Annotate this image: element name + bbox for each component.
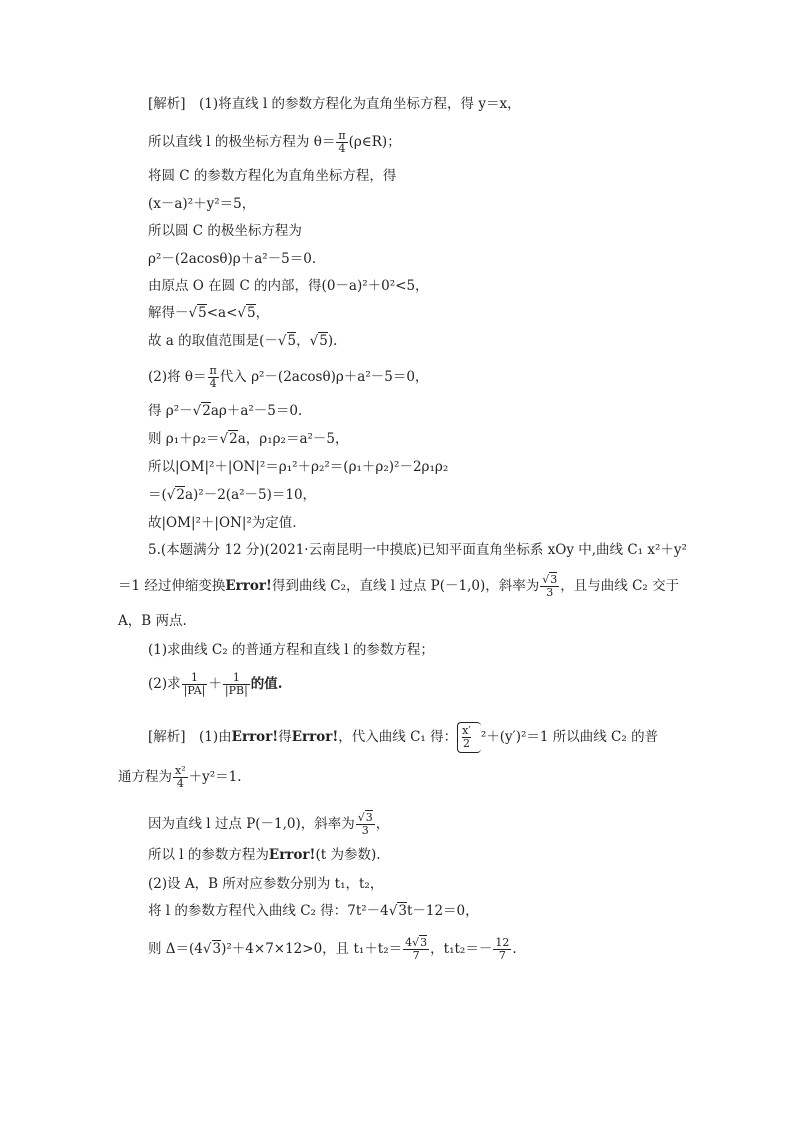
analysis-line-6: ρ²－(2acosθ)ρ＋a²－5＝0. [148,251,317,267]
error-field: Error! [225,578,272,594]
fraction: $\frac{√3}{3}$ [357,811,373,837]
analysis-line-13: 所以|OM|²＋|ON|²＝ρ₁²＋ρ₂²＝(ρ₁＋ρ₂)²－2ρ₁ρ₂ [148,459,449,475]
fraction: $\frac{4√3}{7}$ [405,936,428,962]
solution-line-6: 将 l 的参数方程代入曲线 C₂ 得：7t²－4√3t－12＝0， [148,903,479,919]
analysis-line-11: 得 ρ²－√2aρ＋a²－5＝0. [148,403,303,419]
solution-line-3: 因为直线 l 过点 P(－1,0)，斜率为 $\frac{√3}{3}$ ， [148,811,390,837]
analysis-line-5: 所以圆 C 的极坐标方程为 [148,223,302,239]
solution-line-4: 所以 l 的参数方程为Error!(t 为参数). [148,847,381,863]
solution-line-7: 则 Δ＝(4√3)²＋4×7×12>0，且 t₁＋t₂＝ $\frac{4√3}{7}$ ，t₁t₂＝－ $\frac{12}{7}$ . [148,936,517,962]
solution-line-1: [解析] (1)由Error!得Error!，代入曲线 C₁ 得： $\frac{x'}{2}$ ²＋(y′)²＝1 所以曲线 C₂ 的普 [148,722,658,753]
fraction: $\frac{\pi}{4}$ [209,364,217,390]
fraction: $\frac{\pi}{4}$ [338,129,346,155]
problem-5-question-1: (1)求曲线 C₂ 的普通方程和直线 l 的参数方程； [148,642,434,658]
analysis-line-3: 将圆 C 的参数方程化为直角坐标方程，得 [148,168,397,184]
analysis-line-4: (x－a)²＋y²＝5， [148,196,256,212]
problem-5-line-3: A，B 两点. [118,613,187,629]
analysis-line-8: 解得－√5<a<√5， [148,305,270,321]
error-field: Error! [231,729,279,745]
problem-5-line-2: ＝1 经过伸缩变换Error!得到曲线 C₂，直线 l 过点 P(－1,0)，斜率为 $\frac{√3}{3}$ ，且与曲线 C₂ 交于 [118,573,680,599]
analysis-line-9: 故 a 的取值范围是(－√5，√5). [148,333,338,349]
analysis-line-15: 故|OM|²＋|ON|²为定值. [148,515,297,531]
fraction: $\frac{1}{|PA|}$ [183,671,206,697]
fraction: $\frac{√3}{3}$ [542,573,558,599]
solution-line-2: 通方程为 $\frac{\text{x²}}{4}$ ＋y²＝1. [118,764,242,790]
fraction: $\frac{12}{7}$ [495,936,510,962]
problem-5-question-2: (2)求 $\frac{1}{|PA|}$ ＋ $\frac{1}{|PB|}$ 的值. [148,671,283,697]
analysis-line-14: ＝(√2a)²－2(a²－5)＝10， [148,487,317,503]
solution-line-5: (2)设 A，B 所对应参数分别为 t₁，t₂， [148,876,384,892]
fraction: $\frac{\text{x²}}{4}$ [175,764,186,790]
error-field: Error! [291,729,339,745]
problem-5-line-1: 5.(本题满分 12 分)(2021·云南昆明一中摸底)已知平面直角坐标系 xOy 中,曲线 C₁ x²＋y² [148,542,687,558]
analysis-line-7: 由原点 O 在圆 C 的内部，得(0－a)²＋0²<5， [148,278,429,294]
analysis-line-2: 所以直线 l 的极坐标方程为 θ＝ $\frac{\pi}{4}$ (ρ∈R)； [148,129,401,155]
fraction: $\frac{1}{|PB|}$ [224,671,248,697]
analysis-line-12: 则 ρ₁＋ρ₂＝√2a，ρ₁ρ₂＝a²－5， [148,431,349,447]
error-field: Error! [268,847,316,863]
parenthesis-fraction: $\frac{x'}{2}$ [457,722,481,753]
analysis-line-1: [解析] (1)将直线 l 的参数方程化为直角坐标方程，得 y＝x， [148,96,521,112]
analysis-line-10: (2)将 θ＝ $\frac{\pi}{4}$ 代入 ρ²－(2acosθ)ρ＋a²－5＝0， [148,364,429,390]
